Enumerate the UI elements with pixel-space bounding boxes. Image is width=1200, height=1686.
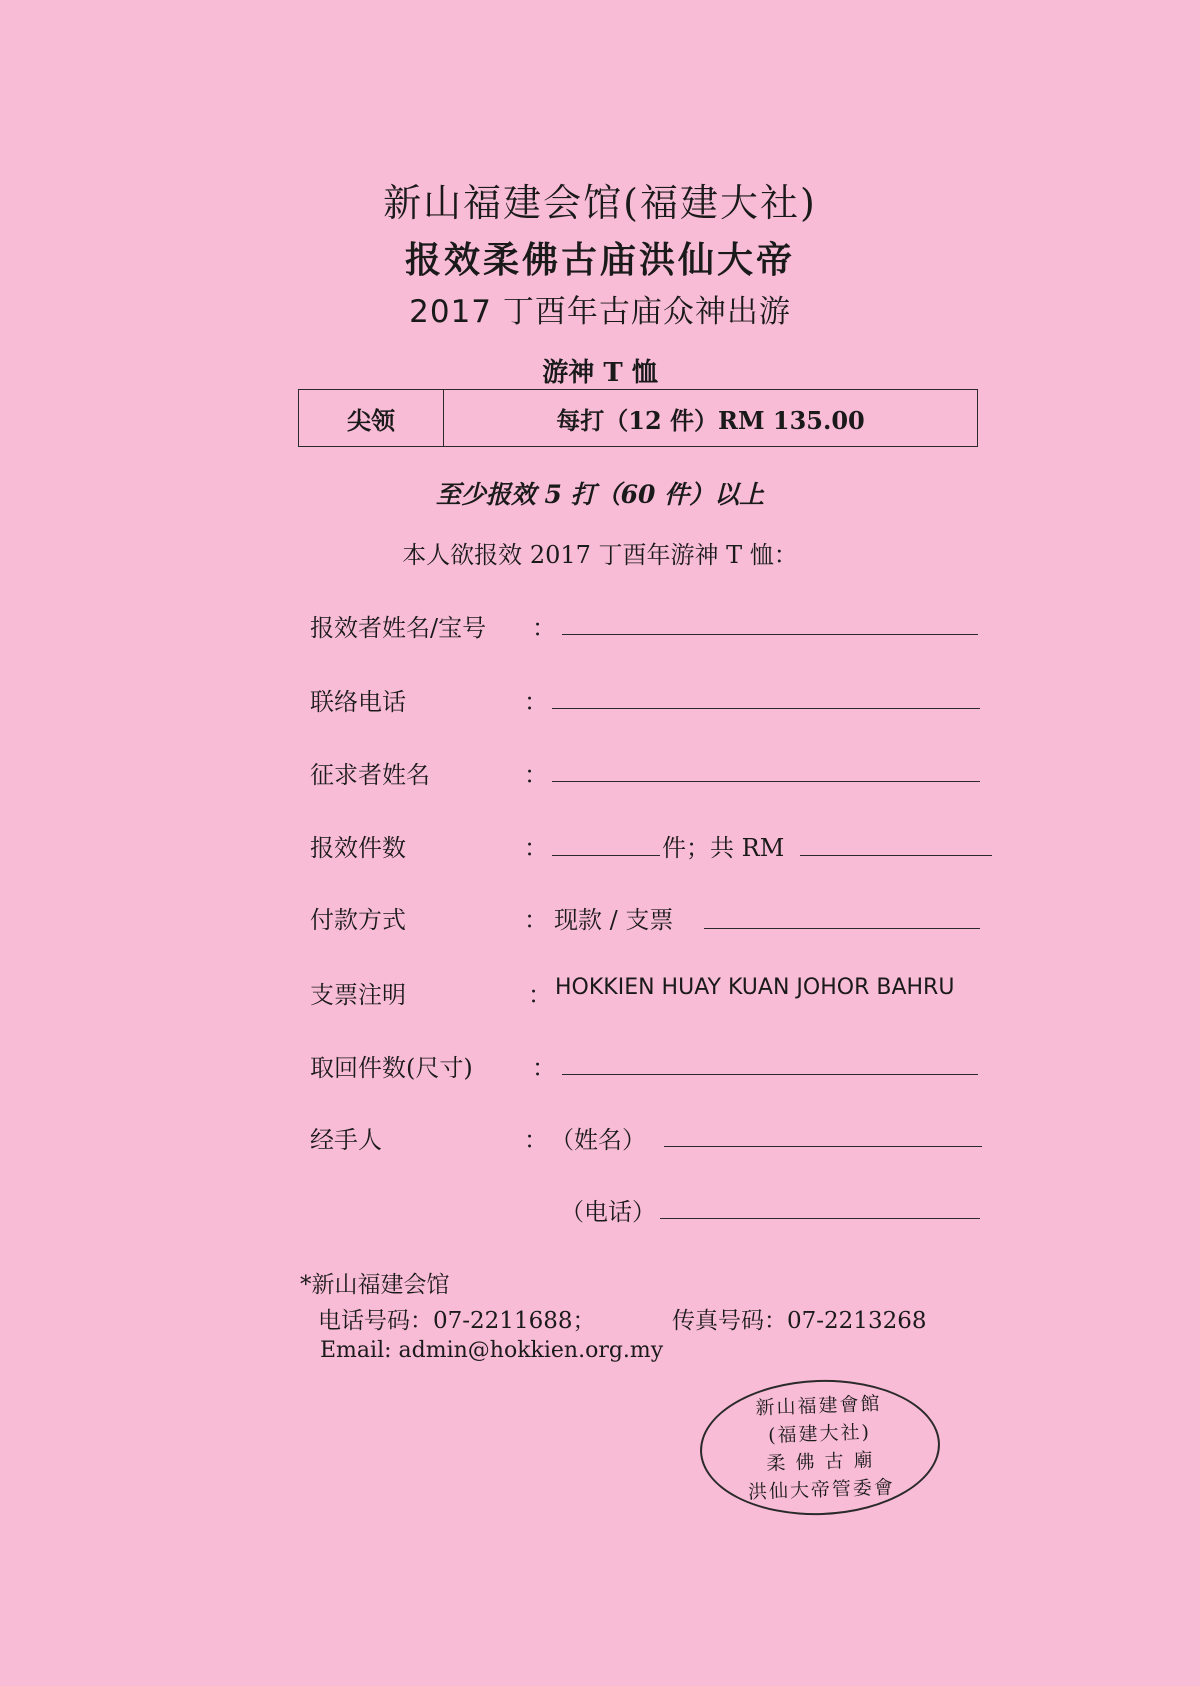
colon: ： <box>532 614 556 642</box>
amount-field-line[interactable] <box>800 855 992 856</box>
handler-phone-label: （电话） <box>560 1198 656 1226</box>
association-title: 新山福建会馆(福建大社) <box>383 181 817 225</box>
footer-email[interactable]: Email: admin@hokkien.org.my <box>320 1338 664 1363</box>
payment-value: 现款 / 支票 <box>554 906 674 934</box>
payment-label: 付款方式 <box>310 906 406 934</box>
cheque-number-field-line[interactable] <box>704 928 980 929</box>
colon: ： <box>532 1054 556 1082</box>
colon: ： <box>528 981 552 1009</box>
phone-field-line[interactable] <box>552 708 980 709</box>
colon: ： <box>524 761 548 789</box>
name-field-line[interactable] <box>562 634 978 635</box>
cheque-label: 支票注明 <box>310 981 406 1009</box>
phone-label: 联络电话 <box>310 688 406 716</box>
stamp-line: 新山福建會館 <box>755 1392 882 1419</box>
organization-stamp <box>698 1376 943 1519</box>
colon: ： <box>524 1126 548 1154</box>
intro-statement: 本人欲报效 2017 丁酉年游神 T 恤： <box>402 541 798 569</box>
handler-name-label: （姓名） <box>550 1126 646 1154</box>
handler-label: 经手人 <box>310 1126 382 1154</box>
donation-heading: 报效柔佛古庙洪仙大帝 <box>404 239 795 281</box>
footer-tel: 电话号码：07-2211688； <box>318 1308 596 1334</box>
cheque-payee-value: HOKKIEN HUAY KUAN JOHOR BAHRU <box>555 975 955 1000</box>
price-table <box>298 389 978 447</box>
handler-phone-field-line[interactable] <box>660 1218 980 1219</box>
quantity-field-line[interactable] <box>552 855 660 856</box>
colon: ： <box>524 688 548 716</box>
colon: ： <box>524 834 548 862</box>
minimum-order-note: 至少报效 5 打（60 件）以上 <box>435 480 765 509</box>
pickup-label: 取回件数(尺寸) <box>310 1054 473 1082</box>
quantity-unit: 件；共 RM <box>662 834 785 862</box>
stamp-line: (福建大社) <box>767 1420 872 1447</box>
quantity-label: 报效件数 <box>310 834 406 862</box>
footer-org: *新山福建会馆 <box>300 1272 450 1298</box>
colon: ： <box>524 906 548 934</box>
stamp-line: 柔 佛 古 廟 <box>766 1448 875 1475</box>
solicitor-label: 征求者姓名 <box>310 761 430 789</box>
solicitor-field-line[interactable] <box>552 781 980 782</box>
pickup-field-line[interactable] <box>562 1074 978 1075</box>
stamp-line: 洪仙大帝管委會 <box>747 1475 896 1504</box>
collar-style-cell: 尖领 <box>299 390 444 446</box>
event-title: 2017 丁酉年古庙众神出游 <box>409 294 791 330</box>
footer-fax: 传真号码：07-2213268 <box>672 1308 927 1334</box>
item-title: 游神 T 恤 <box>542 358 658 388</box>
price-cell: 每打（12 件）RM 135.00 <box>556 405 865 435</box>
handler-name-field-line[interactable] <box>664 1146 982 1147</box>
name-label: 报效者姓名/宝号 <box>310 614 487 642</box>
